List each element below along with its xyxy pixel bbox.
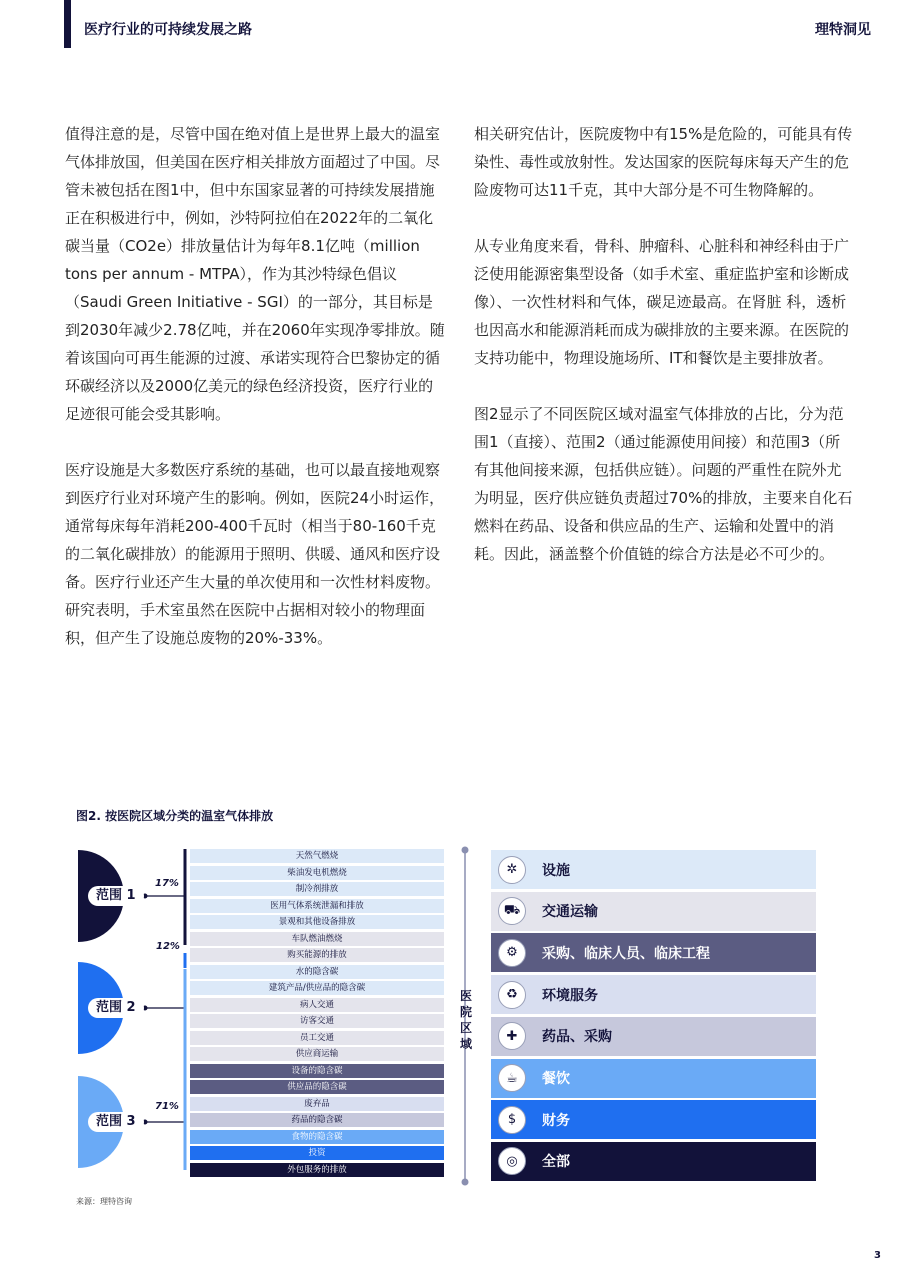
header-brand: 理特洞见 — [815, 22, 871, 38]
figure-source: 来源：理特咨询 — [76, 1197, 132, 1206]
scope-label: 范围 3 — [88, 1112, 144, 1132]
emission-source-row: 供应品的隐含碳 — [190, 1080, 444, 1095]
emission-source-row: 供应商运输 — [190, 1047, 444, 1062]
paragraph: 相关研究估计，医院废物中有15%是危险的，可能具有传染性、毒性或放射性。发达国家的医院每床每天产生的危险废物可达11千克，其中大部分是不可生物降解的。 — [474, 125, 853, 199]
hospital-area-label-text: 餐饮 — [542, 1071, 570, 1087]
vertical-char: 区 — [459, 1021, 472, 1035]
vertical-char: 域 — [459, 1037, 472, 1051]
header-title: 医疗行业的可持续发展之路 — [84, 22, 252, 38]
finance-icon: $ — [498, 1106, 526, 1134]
paragraph: 图2显示了不同医院区域对温室气体排放的占比，分为范围1（直接）、范围2（通过能源使用间接）和范围3（所有其他间接来源，包括供应链）。问题的严重性在院外尤为明显，医疗供应链负责超过70%的排放，主要来自化石燃料在药品、设备和供应品的生产、运输和处置中的消耗。因此，涵盖整个价值链的综合方法是必不可少的。 — [474, 405, 853, 563]
hospital-area-label-text: 全部 — [542, 1154, 570, 1171]
hospital-area-row — [491, 850, 816, 889]
emission-source-row: 投资 — [190, 1146, 444, 1161]
emission-source-row: 制冷剂排放 — [190, 882, 444, 897]
emission-source-row: 医用气体系统泄漏和排放 — [190, 899, 444, 914]
pharmacy-icon: ✚ — [498, 1022, 526, 1050]
scope-percent: 71% — [155, 1101, 179, 1112]
hospital-area-row — [491, 933, 816, 972]
food-icon: ☕ — [498, 1064, 526, 1092]
hospital-area-row — [491, 975, 816, 1014]
emission-source-row: 柴油发电机燃烧 — [190, 866, 444, 881]
emission-source-row: 建筑产品/供应品的隐含碳 — [190, 981, 444, 996]
hospital-area-row — [491, 1059, 816, 1098]
emission-source-row: 食物的隐含碳 — [190, 1130, 444, 1145]
hospital-area-label-text: 财务 — [542, 1112, 570, 1129]
emission-source-row: 天然气燃烧 — [190, 849, 444, 864]
figure-title: 图2. 按医院区域分类的温室气体排放 — [76, 809, 274, 823]
emission-source-row: 设备的隐含碳 — [190, 1064, 444, 1079]
paragraph: 从专业角度来看，骨科、肿瘤科、心脏科和神经科由于广泛使用能源密集型设备（如手术室、重症监护室和诊断成像）、一次性材料和气体，碳足迹最高。在肾脏 科，透析也因高水和能源消耗而成为碳排放的主要来源。在医院的支持功能中，物理设施场所、IT和餐饮是主要排放者。 — [474, 237, 850, 367]
hospital-area-label-text: 设施 — [542, 862, 570, 879]
paragraph: 值得注意的是，尽管中国在绝对值上是世界上最大的温室气体排放国，但美国在医疗相关排放方面超过了中国。尽管未被包括在图1中，但中东国家显著的可持续发展措施正在积极进行中，例如，沙特阿拉伯在2022年的二氧化碳当量（CO2e）排放量估计为每年8.1亿吨（million tons per annum - MTPA），作为其沙特绿色倡议（Saudi Green Initiative - SGI）的一部分，其目标是到2030年减少2.78亿吨，并在2060年实现净零排放。随着该国向可再生能源的过渡、承诺实现符合巴黎协定的循环碳经济以及2000亿美元的绿色经济投资，医疗行业的足迹很可能会受其影响。 — [65, 125, 445, 423]
procurement-icon: ⚙ — [498, 939, 526, 967]
hospital-area-row — [491, 1142, 816, 1181]
hospital-area-label — [457, 988, 475, 1052]
hospital-area-row — [491, 1017, 816, 1056]
facility-icon: ✲ — [498, 856, 526, 884]
hospital-area-row — [491, 892, 816, 931]
emission-source-row: 废弃品 — [190, 1097, 444, 1112]
page-number: 3 — [874, 1250, 881, 1261]
emission-source-row: 员工交通 — [190, 1031, 444, 1046]
scope-label: 范围 1 — [88, 886, 144, 906]
vertical-char: 医 — [459, 989, 472, 1003]
divider-endpoint — [462, 847, 469, 854]
emission-source-row: 景观和其他设备排放 — [190, 915, 444, 930]
hospital-area-row — [491, 1100, 816, 1139]
hospital-area-label-text: 采购、临床人员、临床工程 — [542, 945, 710, 962]
scope-percent: 12% — [156, 941, 180, 952]
transport-icon: ⛟ — [498, 897, 526, 925]
divider-endpoint — [462, 1179, 469, 1186]
scope-percent: 17% — [155, 878, 179, 889]
hospital-area-label-text: 环境服务 — [542, 987, 598, 1004]
hospital-area-label-text: 交通运输 — [542, 904, 598, 921]
emission-source-row: 水的隐含碳 — [190, 965, 444, 980]
all-icon: ◎ — [498, 1147, 526, 1175]
environment-icon: ♻ — [498, 981, 526, 1009]
emission-source-row: 车队燃油燃烧 — [190, 932, 444, 947]
hospital-area-label-text: 药品、采购 — [542, 1029, 612, 1046]
emission-source-row: 病人交通 — [190, 998, 444, 1013]
scope-label: 范围 2 — [88, 998, 144, 1018]
emission-source-row: 购买能源的排放 — [190, 948, 444, 963]
vertical-char: 院 — [459, 1005, 472, 1019]
emission-source-row: 访客交通 — [190, 1014, 444, 1029]
paragraph: 医疗设施是大多数医疗系统的基础，也可以最直接地观察到医疗行业对环境产生的影响。例如，医院24小时运作，通常每床每年消耗200-400千瓦时（相当于80-160千克的二氧化碳排放）的能源用于照明、供暖、通风和医疗设 备。医疗行业还产生大量的单次使用和一次性材料废物。研究表明，手术室虽然在医院中占据相对较小的物理面积，但产生了设施总废物的20%-33%。 — [65, 461, 445, 647]
emission-source-row: 药品的隐含碳 — [190, 1113, 444, 1128]
emission-source-row: 外包服务的排放 — [190, 1163, 444, 1178]
